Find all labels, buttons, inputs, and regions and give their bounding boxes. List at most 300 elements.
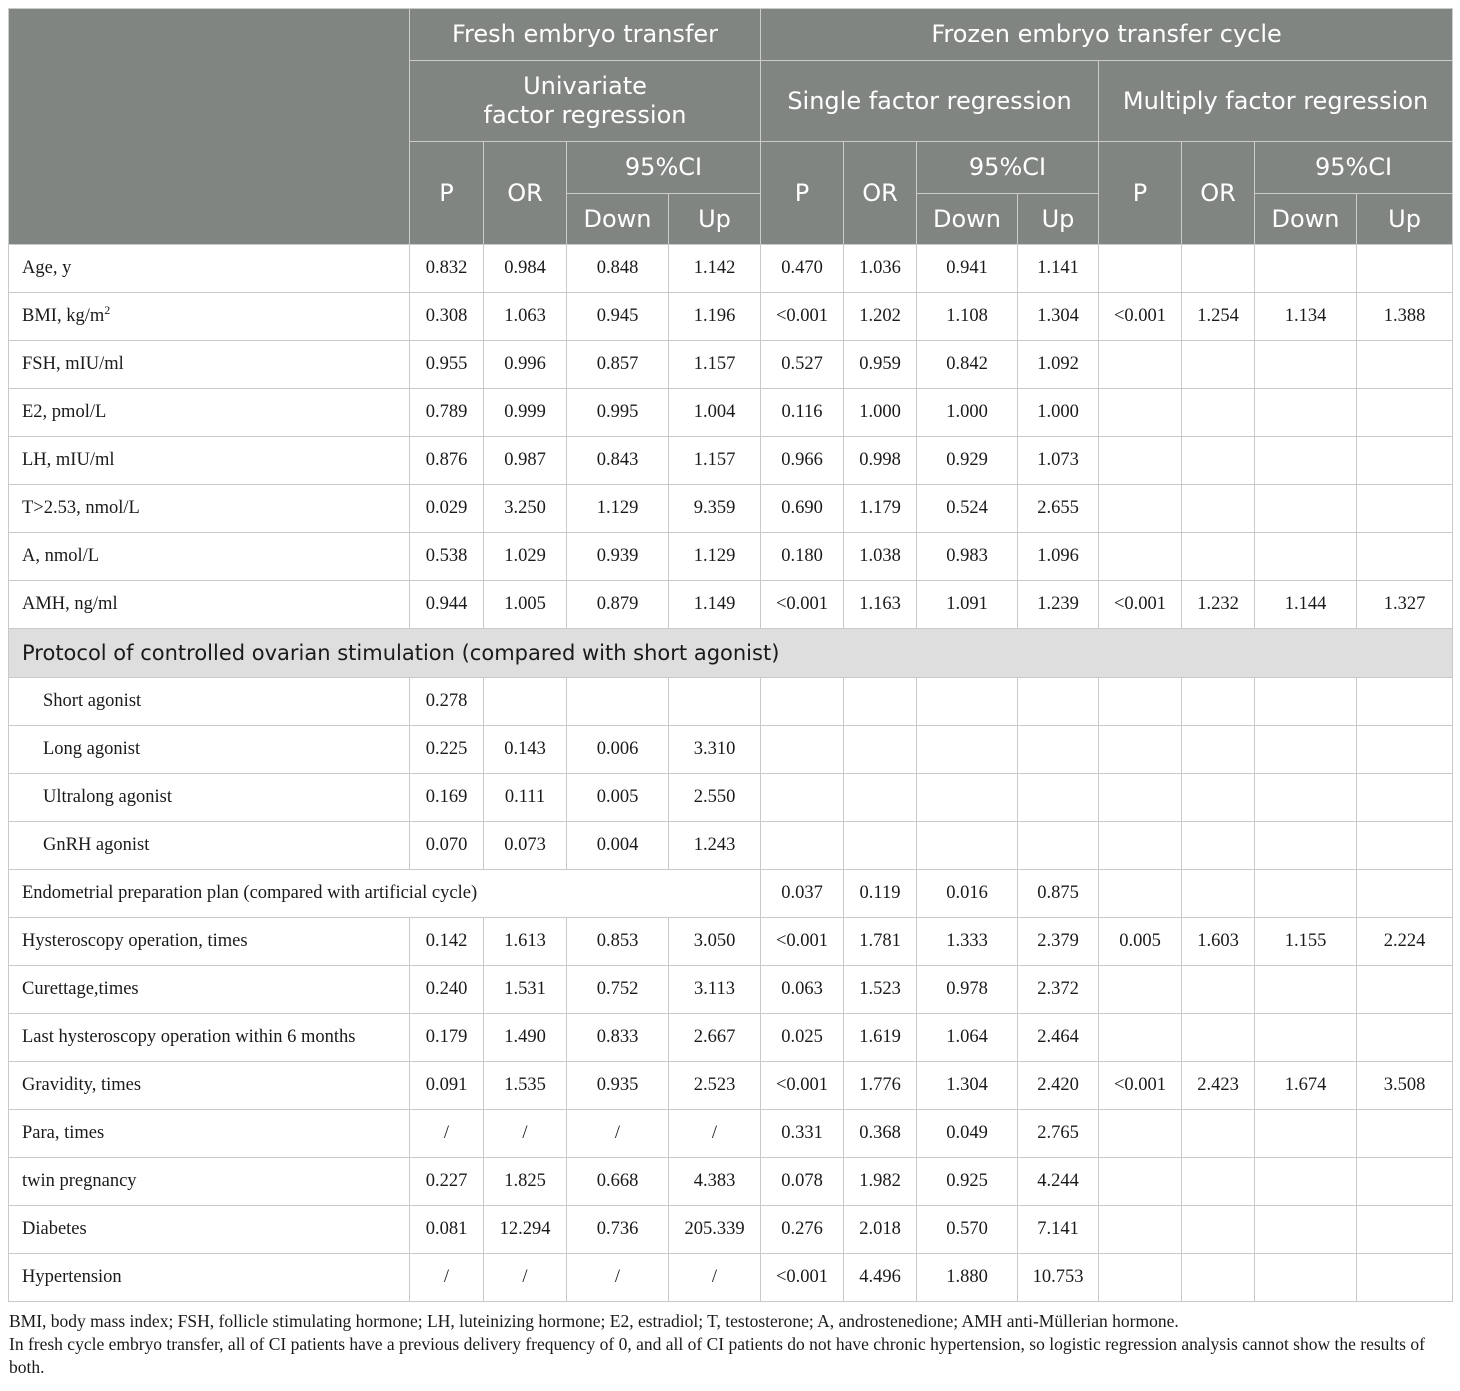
- header-p-multiply: P: [1099, 142, 1182, 245]
- table-cell: [1099, 533, 1182, 581]
- table-cell: 0.005: [1099, 918, 1182, 966]
- table-cell: [1255, 1110, 1357, 1158]
- table-cell: 0.016: [917, 870, 1018, 918]
- table-cell: 9.359: [669, 485, 761, 533]
- table-row: [9, 1110, 1453, 1158]
- table-cell: [761, 726, 844, 774]
- table-cell: 0.736: [567, 1206, 669, 1254]
- table-row: [9, 822, 1453, 870]
- table-cell: /: [484, 1110, 567, 1158]
- table-cell: 1.781: [844, 918, 917, 966]
- table-cell: 1.603: [1182, 918, 1255, 966]
- header-univariate-line1: Univariate: [523, 72, 647, 100]
- table-cell: [1357, 389, 1453, 437]
- table-cell: [1099, 966, 1182, 1014]
- table-cell: <0.001: [761, 293, 844, 341]
- table-cell: 1.825: [484, 1158, 567, 1206]
- table-cell: [484, 678, 567, 726]
- table-cell: [1099, 822, 1182, 870]
- table-cell: [1099, 726, 1182, 774]
- row-label-text: Gravidity, times: [22, 1075, 142, 1095]
- row-label: [9, 678, 410, 726]
- table-cell: [1357, 1110, 1453, 1158]
- table-cell: 0.527: [761, 341, 844, 389]
- table-cell: [1099, 1206, 1182, 1254]
- table-cell: [844, 678, 917, 726]
- table-container: [8, 8, 1452, 1379]
- header-ci-single: 95%CI: [917, 142, 1099, 194]
- table-cell: /: [669, 1110, 761, 1158]
- table-cell: 1.142: [669, 245, 761, 293]
- table-row: [9, 1062, 1453, 1110]
- table-cell: [1182, 437, 1255, 485]
- table-cell: 1.304: [1018, 293, 1099, 341]
- table-cell: [1357, 1206, 1453, 1254]
- table-cell: 0.853: [567, 918, 669, 966]
- table-cell: 0.073: [484, 822, 567, 870]
- table-cell: 0.996: [484, 341, 567, 389]
- table-cell: 1.000: [1018, 389, 1099, 437]
- table-cell: [1357, 485, 1453, 533]
- footnote-abbreviations: BMI, body mass index; FSH, follicle stimulating hormone; LH, luteinizing hormone; E2, estradiol; T, testosterone; A, androstenedione; AMH anti-Müllerian hormone.: [9, 1311, 1179, 1331]
- row-label-text: Curettage,times: [22, 979, 139, 999]
- table-cell: 1.674: [1255, 1062, 1357, 1110]
- table-cell: 1.333: [917, 918, 1018, 966]
- table-cell: 0.078: [761, 1158, 844, 1206]
- table-cell: [1099, 1014, 1182, 1062]
- table-cell: 0.848: [567, 245, 669, 293]
- table-cell: 0.925: [917, 1158, 1018, 1206]
- table-cell: [917, 678, 1018, 726]
- table-cell: [1357, 726, 1453, 774]
- table-cell: <0.001: [761, 1062, 844, 1110]
- table-header: [9, 9, 1453, 245]
- table-cell: 0.524: [917, 485, 1018, 533]
- row-label-text: AMH, ng/ml: [22, 594, 118, 614]
- header-p-single: P: [761, 142, 844, 245]
- row-label-text: Hypertension: [22, 1267, 122, 1287]
- table-cell: [1099, 1158, 1182, 1206]
- table-cell: [1182, 822, 1255, 870]
- table-cell: 0.179: [410, 1014, 484, 1062]
- table-cell: 205.339: [669, 1206, 761, 1254]
- row-label-text: T>2.53, nmol/L: [22, 498, 140, 518]
- table-cell: 1.157: [669, 437, 761, 485]
- header-or-single: OR: [844, 142, 917, 245]
- table-cell: [917, 822, 1018, 870]
- table-row: [9, 918, 1453, 966]
- table-cell: 0.875: [1018, 870, 1099, 918]
- table-cell: 1.179: [844, 485, 917, 533]
- footnote-note: In fresh cycle embryo transfer, all of CI patients have a previous delivery frequency of 0, and all of CI patients do not have chronic hypertension, so logistic regression analysis cannot show the results of both.: [9, 1334, 1425, 1377]
- row-label-text: Last hysteroscopy operation within 6 months: [22, 1027, 356, 1047]
- table-cell: 1.144: [1255, 581, 1357, 629]
- table-cell: 0.063: [761, 966, 844, 1014]
- row-label: [9, 533, 410, 581]
- row-label: [9, 245, 410, 293]
- table-cell: /: [669, 1254, 761, 1302]
- table-cell: [1182, 389, 1255, 437]
- table-cell: <0.001: [1099, 1062, 1182, 1110]
- row-label: [9, 485, 410, 533]
- table-cell: 0.998: [844, 437, 917, 485]
- table-cell: 0.142: [410, 918, 484, 966]
- row-label-text: Short agonist: [43, 691, 142, 711]
- table-cell: [1357, 1254, 1453, 1302]
- table-cell: 0.843: [567, 437, 669, 485]
- table-cell: [1255, 389, 1357, 437]
- table-cell: 1.036: [844, 245, 917, 293]
- table-cell: /: [567, 1110, 669, 1158]
- table-cell: [1255, 1206, 1357, 1254]
- table-cell: 2.550: [669, 774, 761, 822]
- table-cell: [1182, 341, 1255, 389]
- header-up-multiply: Up: [1357, 194, 1453, 245]
- table-row: [9, 485, 1453, 533]
- row-label-text: LH, mIU/ml: [22, 450, 115, 470]
- table-cell: [1255, 1158, 1357, 1206]
- table-row: [9, 774, 1453, 822]
- table-cell: [567, 678, 669, 726]
- table-row: [9, 341, 1453, 389]
- table-cell: [1255, 437, 1357, 485]
- table-cell: [1182, 678, 1255, 726]
- header-frozen: Frozen embryo transfer cycle: [761, 9, 1453, 61]
- table-cell: [1255, 533, 1357, 581]
- table-cell: [1357, 245, 1453, 293]
- table-cell: 0.276: [761, 1206, 844, 1254]
- table-cell: 0.984: [484, 245, 567, 293]
- row-label: [9, 1158, 410, 1206]
- table-cell: 2.379: [1018, 918, 1099, 966]
- table-cell: 0.966: [761, 437, 844, 485]
- table-cell: [1357, 533, 1453, 581]
- table-row: [9, 1158, 1453, 1206]
- table-cell: 2.224: [1357, 918, 1453, 966]
- table-cell: [844, 726, 917, 774]
- table-cell: 0.278: [410, 678, 484, 726]
- header-down-fresh: Down: [567, 194, 669, 245]
- table-cell: [1357, 822, 1453, 870]
- table-cell: 1.096: [1018, 533, 1099, 581]
- table-row: [9, 1206, 1453, 1254]
- header-down-single: Down: [917, 194, 1018, 245]
- row-label: [9, 966, 410, 1014]
- table-cell: 1.982: [844, 1158, 917, 1206]
- row-label-text: GnRH agonist: [43, 835, 150, 855]
- row-label: [9, 774, 410, 822]
- table-cell: 0.668: [567, 1158, 669, 1206]
- row-label-text: Ultralong agonist: [43, 787, 172, 807]
- table-cell: 2.420: [1018, 1062, 1099, 1110]
- table-cell: [844, 822, 917, 870]
- table-cell: 1.064: [917, 1014, 1018, 1062]
- table-cell: /: [567, 1254, 669, 1302]
- table-cell: 0.225: [410, 726, 484, 774]
- table-cell: 0.006: [567, 726, 669, 774]
- table-cell: 2.423: [1182, 1062, 1255, 1110]
- table-cell: [1182, 726, 1255, 774]
- table-cell: [1182, 485, 1255, 533]
- row-label: [9, 822, 410, 870]
- table-cell: 1.141: [1018, 245, 1099, 293]
- table-cell: [1255, 678, 1357, 726]
- row-label: [9, 918, 410, 966]
- table-cell: [761, 774, 844, 822]
- table-cell: [1182, 1014, 1255, 1062]
- table-row: [9, 245, 1453, 293]
- table-row: [9, 726, 1453, 774]
- table-cell: [1182, 245, 1255, 293]
- section-label: Protocol of controlled ovarian stimulation (compared with short agonist): [9, 629, 1453, 678]
- table-cell: 1.129: [669, 533, 761, 581]
- table-cell: [761, 678, 844, 726]
- table-cell: 1.004: [669, 389, 761, 437]
- table-cell: 1.327: [1357, 581, 1453, 629]
- table-cell: 0.470: [761, 245, 844, 293]
- table-cell: 1.523: [844, 966, 917, 1014]
- row-label: [9, 1014, 410, 1062]
- table-cell: 1.776: [844, 1062, 917, 1110]
- row-label: [9, 726, 410, 774]
- table-cell: 4.244: [1018, 1158, 1099, 1206]
- table-body: [9, 245, 1453, 1302]
- table-cell: 0.959: [844, 341, 917, 389]
- table-cell: [1099, 1110, 1182, 1158]
- row-label: [9, 1206, 410, 1254]
- header-ci-multiply: 95%CI: [1255, 142, 1453, 194]
- table-row: [9, 389, 1453, 437]
- table-cell: [1099, 485, 1182, 533]
- table-cell: 0.832: [410, 245, 484, 293]
- table-cell: 12.294: [484, 1206, 567, 1254]
- header-univariate-line2: factor regression: [483, 101, 687, 129]
- table-cell: 0.944: [410, 581, 484, 629]
- table-cell: [1255, 726, 1357, 774]
- table-cell: [1182, 774, 1255, 822]
- table-cell: 1.091: [917, 581, 1018, 629]
- table-cell: 1.073: [1018, 437, 1099, 485]
- table-row: [9, 581, 1453, 629]
- table-cell: 1.163: [844, 581, 917, 629]
- table-cell: 1.535: [484, 1062, 567, 1110]
- endometrial-label: Endometrial preparation plan (compared with artificial cycle): [9, 870, 761, 918]
- table-cell: /: [410, 1254, 484, 1302]
- table-cell: 1.063: [484, 293, 567, 341]
- table-cell: 10.753: [1018, 1254, 1099, 1302]
- table-cell: 0.978: [917, 966, 1018, 1014]
- table-cell: 0.111: [484, 774, 567, 822]
- table-cell: 4.383: [669, 1158, 761, 1206]
- table-cell: 1.000: [844, 389, 917, 437]
- row-label: [9, 293, 410, 341]
- table-cell: [1182, 1254, 1255, 1302]
- table-cell: [1357, 1014, 1453, 1062]
- table-cell: 0.368: [844, 1110, 917, 1158]
- table-cell: 1.531: [484, 966, 567, 1014]
- table-cell: 0.091: [410, 1062, 484, 1110]
- table-cell: [844, 774, 917, 822]
- table-cell: [1099, 437, 1182, 485]
- table-cell: [1182, 1158, 1255, 1206]
- table-cell: 0.025: [761, 1014, 844, 1062]
- table-cell: 0.169: [410, 774, 484, 822]
- table-row: [9, 966, 1453, 1014]
- table-cell: 1.129: [567, 485, 669, 533]
- header-or-fresh: OR: [484, 142, 567, 245]
- table-cell: [1357, 437, 1453, 485]
- table-cell: 0.999: [484, 389, 567, 437]
- row-label-text: BMI, kg/m: [22, 306, 105, 326]
- header-down-multiply: Down: [1255, 194, 1357, 245]
- table-cell: [1018, 774, 1099, 822]
- table-row: [9, 437, 1453, 485]
- header-up-single: Up: [1018, 194, 1099, 245]
- table-cell: [1357, 774, 1453, 822]
- table-cell: 2.372: [1018, 966, 1099, 1014]
- row-label-text: Age, y: [22, 258, 72, 278]
- table-cell: 1.388: [1357, 293, 1453, 341]
- table-cell: 1.134: [1255, 293, 1357, 341]
- table-cell: [917, 726, 1018, 774]
- regression-table: [8, 8, 1453, 1302]
- table-cell: 1.005: [484, 581, 567, 629]
- header-univariate: [410, 61, 761, 142]
- table-cell: 0.119: [844, 870, 917, 918]
- header-fresh: Fresh embryo transfer: [410, 9, 761, 61]
- table-cell: <0.001: [1099, 581, 1182, 629]
- table-cell: 0.857: [567, 341, 669, 389]
- table-footnotes: [8, 1310, 1453, 1379]
- table-cell: [1099, 389, 1182, 437]
- table-cell: [1182, 1110, 1255, 1158]
- header-or-multiply: OR: [1182, 142, 1255, 245]
- table-cell: 0.570: [917, 1206, 1018, 1254]
- row-label-text: twin pregnancy: [22, 1171, 137, 1191]
- table-cell: 0.752: [567, 966, 669, 1014]
- table-cell: 0.789: [410, 389, 484, 437]
- table-cell: [1018, 822, 1099, 870]
- table-row: [9, 533, 1453, 581]
- row-label-text: Para, times: [22, 1123, 105, 1143]
- table-row: [9, 293, 1453, 341]
- row-label: [9, 581, 410, 629]
- table-cell: [1099, 678, 1182, 726]
- table-cell: /: [484, 1254, 567, 1302]
- table-cell: 0.180: [761, 533, 844, 581]
- table-cell: [1357, 870, 1453, 918]
- table-cell: 0.983: [917, 533, 1018, 581]
- table-cell: <0.001: [1099, 293, 1182, 341]
- table-cell: 1.613: [484, 918, 567, 966]
- table-cell: 1.254: [1182, 293, 1255, 341]
- table-cell: 2.018: [844, 1206, 917, 1254]
- table-cell: 1.000: [917, 389, 1018, 437]
- table-cell: 2.667: [669, 1014, 761, 1062]
- table-cell: 1.196: [669, 293, 761, 341]
- table-cell: [1357, 678, 1453, 726]
- table-cell: 0.331: [761, 1110, 844, 1158]
- row-label: [9, 1254, 410, 1302]
- table-cell: 1.243: [669, 822, 761, 870]
- table-cell: 0.833: [567, 1014, 669, 1062]
- row-label: [9, 389, 410, 437]
- header-p-fresh: P: [410, 142, 484, 245]
- table-cell: [761, 822, 844, 870]
- row-label-text: A, nmol/L: [22, 546, 100, 566]
- table-cell: 3.050: [669, 918, 761, 966]
- table-cell: 3.113: [669, 966, 761, 1014]
- table-cell: [917, 774, 1018, 822]
- table-cell: [1182, 533, 1255, 581]
- table-cell: 1.490: [484, 1014, 567, 1062]
- table-cell: [1018, 678, 1099, 726]
- table-row: [9, 1254, 1453, 1302]
- table-cell: 0.308: [410, 293, 484, 341]
- section-row: [9, 629, 1453, 678]
- header-multiply: Multiply factor regression: [1099, 61, 1453, 142]
- table-cell: <0.001: [761, 918, 844, 966]
- table-cell: [1182, 1206, 1255, 1254]
- row-label: [9, 341, 410, 389]
- table-cell: 1.202: [844, 293, 917, 341]
- table-cell: 0.876: [410, 437, 484, 485]
- table-cell: [1099, 341, 1182, 389]
- table-cell: 0.955: [410, 341, 484, 389]
- table-cell: 0.945: [567, 293, 669, 341]
- endometrial-row: [9, 870, 1453, 918]
- table-cell: <0.001: [761, 581, 844, 629]
- table-cell: 0.995: [567, 389, 669, 437]
- table-cell: <0.001: [761, 1254, 844, 1302]
- table-cell: 0.037: [761, 870, 844, 918]
- table-cell: 0.929: [917, 437, 1018, 485]
- table-cell: 0.842: [917, 341, 1018, 389]
- table-cell: 3.508: [1357, 1062, 1453, 1110]
- row-label-text: FSH, mIU/ml: [22, 354, 124, 374]
- row-label: [9, 1062, 410, 1110]
- table-cell: 0.029: [410, 485, 484, 533]
- header-single: Single factor regression: [761, 61, 1099, 142]
- table-cell: 1.155: [1255, 918, 1357, 966]
- table-cell: 3.250: [484, 485, 567, 533]
- table-cell: [1099, 1254, 1182, 1302]
- table-cell: 1.108: [917, 293, 1018, 341]
- table-cell: 0.240: [410, 966, 484, 1014]
- table-cell: [1357, 341, 1453, 389]
- row-label: [9, 1110, 410, 1158]
- table-cell: 1.304: [917, 1062, 1018, 1110]
- table-cell: [1255, 966, 1357, 1014]
- table-cell: 2.464: [1018, 1014, 1099, 1062]
- header-corner: [9, 9, 410, 245]
- table-cell: [1255, 774, 1357, 822]
- table-cell: [1018, 726, 1099, 774]
- table-cell: [1099, 870, 1182, 918]
- table-cell: 0.004: [567, 822, 669, 870]
- table-cell: 0.538: [410, 533, 484, 581]
- table-cell: 3.310: [669, 726, 761, 774]
- table-cell: [669, 678, 761, 726]
- table-cell: 1.619: [844, 1014, 917, 1062]
- header-up-fresh: Up: [669, 194, 761, 245]
- table-cell: 7.141: [1018, 1206, 1099, 1254]
- header-ci-fresh: 95%CI: [567, 142, 761, 194]
- row-label-text: Hysteroscopy operation, times: [22, 931, 248, 951]
- table-row: [9, 678, 1453, 726]
- row-label-superscript: 2: [104, 302, 111, 317]
- row-label-text: E2, pmol/L: [22, 402, 107, 422]
